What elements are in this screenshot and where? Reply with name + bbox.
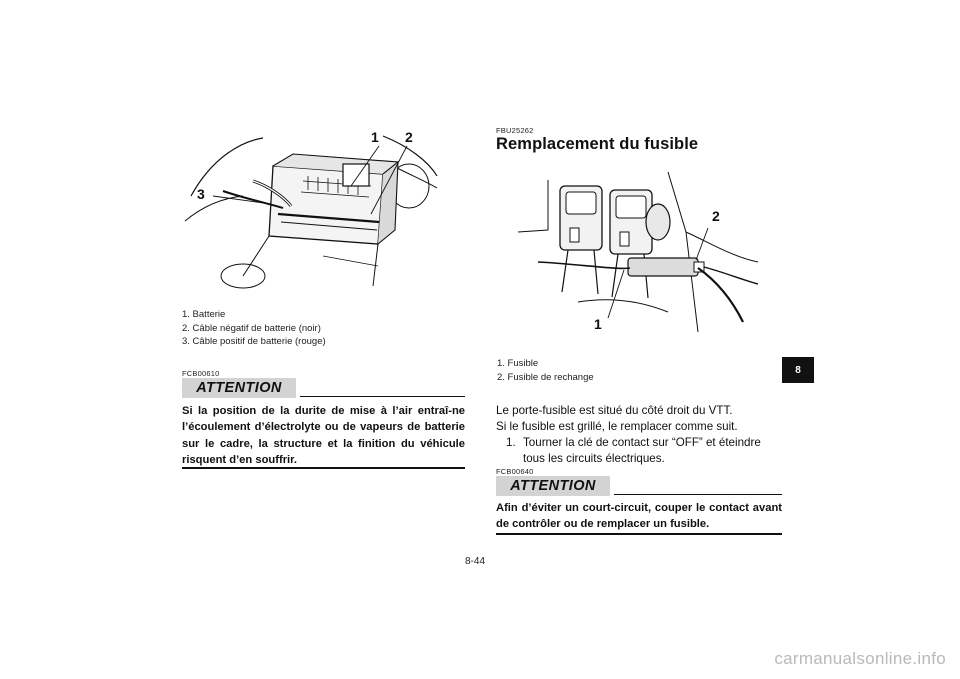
section-title: Remplacement du fusible (496, 135, 699, 153)
caption-item: 2. Fusible de rechange (497, 371, 594, 383)
attention-code: FCB00610 (182, 369, 220, 378)
battery-caption-list (182, 308, 326, 349)
fuse-caption-list (497, 357, 594, 384)
step-number: 1. (506, 436, 516, 449)
attention-bottom-rule (496, 533, 782, 535)
attention-bottom-rule (182, 467, 465, 469)
attention-header (496, 476, 782, 498)
attention-text: Si la position de la durite de mise à l’air entraî-ne l’écoulement d’électrolyte ou de vapeurs de batterie sur le cadre, la structure et la finition du véhicule risquent d’en souffrir. (182, 405, 465, 466)
callout-2: 2 (405, 129, 413, 145)
battery-illustration (183, 126, 438, 294)
attention-label: ATTENTION (496, 476, 610, 496)
attention-code: FCB00640 (496, 467, 534, 476)
attention-rule (614, 494, 782, 496)
callout-2: 2 (712, 208, 720, 224)
page-number: 8-44 (465, 556, 486, 567)
attention-label: ATTENTION (182, 378, 296, 398)
paragraph: Le porte-fusible est situé du côté droit du VTT. (496, 404, 733, 417)
attention-header (182, 378, 465, 400)
callout-1: 1 (371, 129, 379, 145)
attention-text: Afin d’éviter un court-circuit, couper le contact avant de contrôler ou de remplacer un fusible. (496, 502, 782, 531)
attention-rule (300, 396, 465, 398)
watermark: carmanualsonline.info (774, 649, 946, 668)
caption-item: 1. Batterie (182, 309, 226, 320)
step-text: Tourner la clé de contact sur “OFF” et éteindre tous les circuits électriques. (523, 436, 761, 465)
callout-1: 1 (594, 316, 602, 332)
fuse-figure (518, 172, 758, 332)
paragraph: Si le fusible est grillé, le remplacer comme suit. (496, 420, 738, 433)
caption-item: 2. Câble négatif de batterie (noir) (182, 322, 321, 334)
caption-item: 1. Fusible (497, 358, 539, 369)
fuse-illustration (518, 172, 758, 332)
section-code: FBU25262 (496, 126, 534, 135)
chapter-tab: 8 (782, 357, 814, 383)
callout-3: 3 (197, 186, 205, 202)
caption-item: 3. Câble positif de batterie (rouge) (182, 336, 326, 347)
battery-figure (183, 126, 438, 294)
